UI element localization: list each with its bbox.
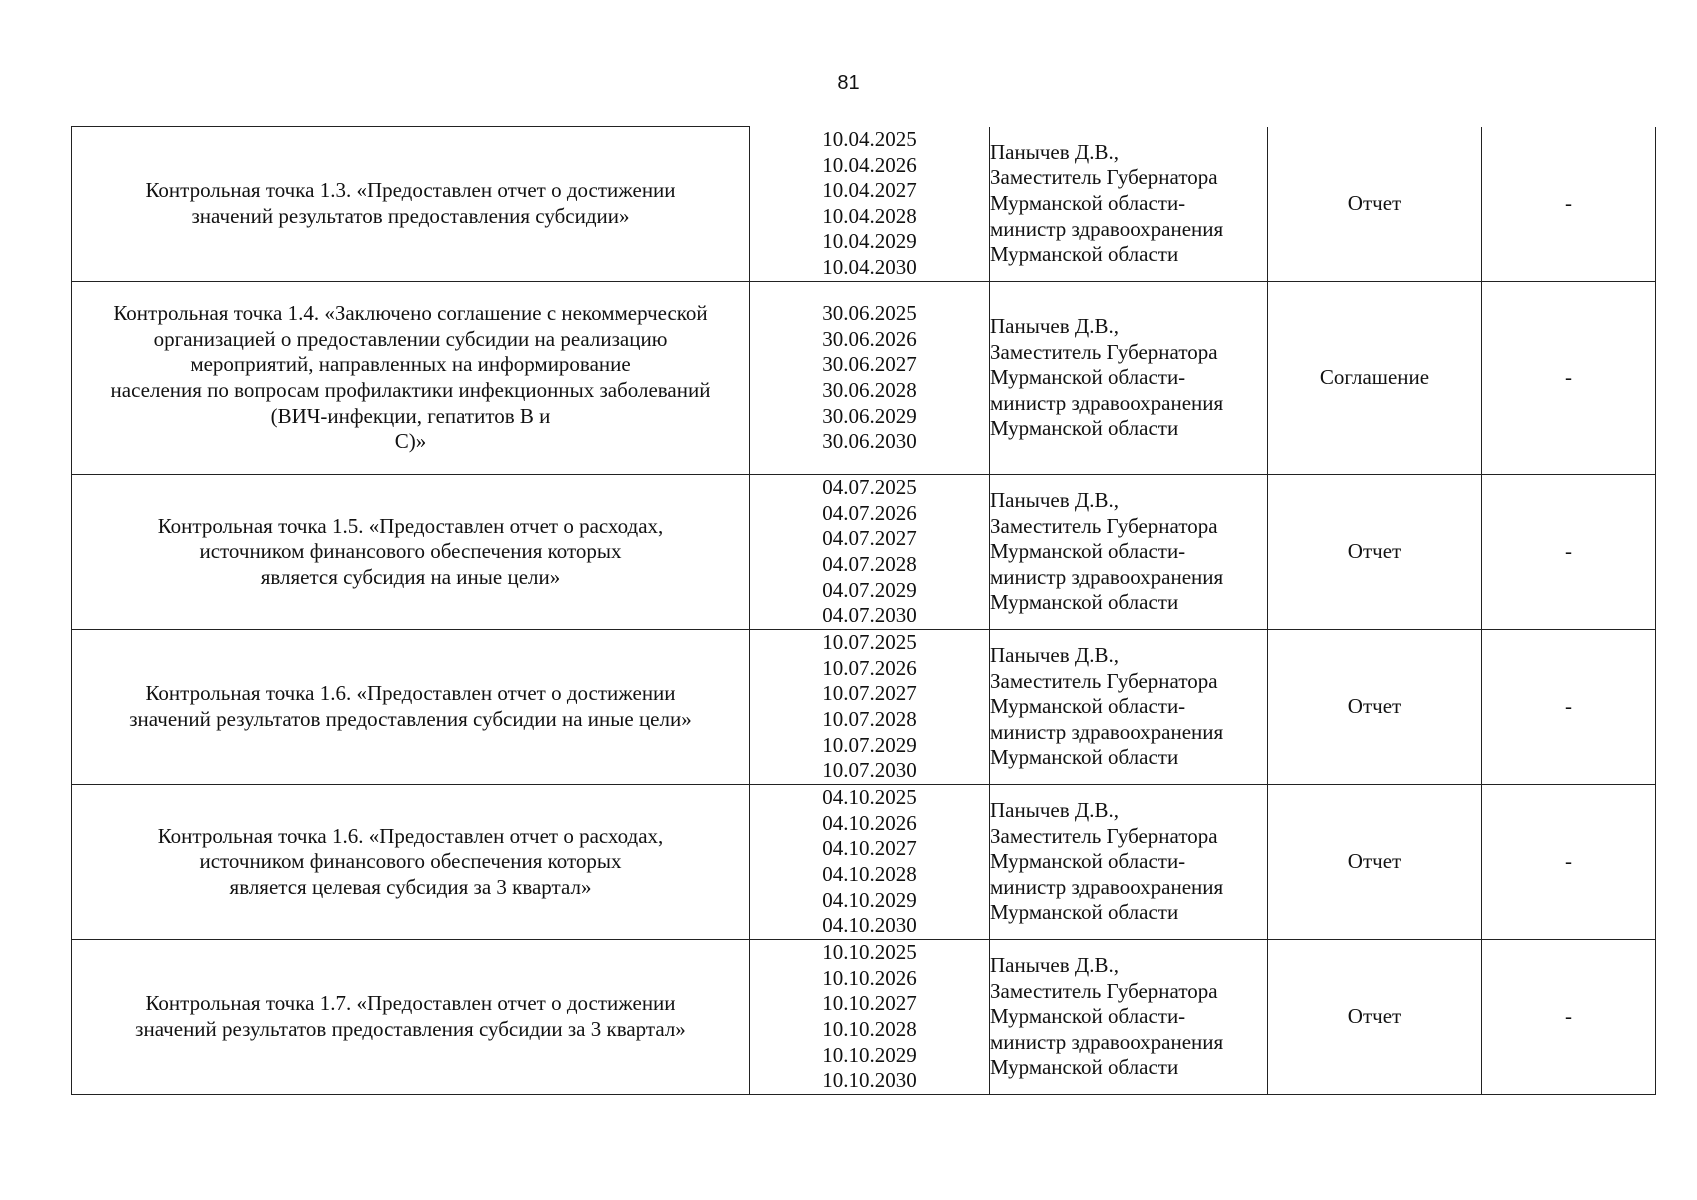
document-type: Соглашение xyxy=(1268,282,1482,475)
note-cell: - xyxy=(1482,127,1656,282)
deadline-date: 04.07.2028 xyxy=(822,552,917,576)
description-line: значений результатов предоставления субсидии» xyxy=(191,204,630,228)
responsible-line: Заместитель Губернатора xyxy=(990,513,1218,538)
deadline-date: 04.07.2027 xyxy=(822,526,917,551)
deadline-date: 10.10.2029 xyxy=(822,1042,917,1067)
description-line: C)» xyxy=(394,429,427,454)
responsible-line: Панычев Д.В., xyxy=(990,314,1119,339)
deadline-date: 30.06.2026 xyxy=(822,326,917,351)
description-line: Контрольная точка 1.6. «Предоставлен отчет о достижении xyxy=(145,681,676,706)
deadline-date: 04.10.2028 xyxy=(822,862,917,886)
deadline-date: 30.06.2025 xyxy=(822,301,917,326)
deadline-date: 04.10.2029 xyxy=(822,887,917,912)
responsible-person xyxy=(990,630,1268,785)
responsible-line: Панычев Д.В., xyxy=(990,488,1119,513)
note-cell: - xyxy=(1482,475,1656,630)
description-line: Контрольная точка 1.3. «Предоставлен отчет о достижении xyxy=(145,178,676,203)
deadline-date: 04.07.2025 xyxy=(822,475,917,500)
deadline-date: 10.07.2028 xyxy=(822,707,917,731)
document-type: Отчет xyxy=(1268,785,1482,940)
document-type: Отчет xyxy=(1268,630,1482,785)
responsible-line: Мурманской области xyxy=(990,590,1179,615)
description-line: значений результатов предоставления субсидии на иные цели» xyxy=(129,707,692,731)
deadline-date: 10.10.2028 xyxy=(822,1017,917,1041)
responsible-line: министр здравоохранения xyxy=(990,874,1224,899)
deadline-date: 10.07.2026 xyxy=(822,655,917,680)
description-line: является субсидия на иные цели» xyxy=(260,564,561,589)
responsible-line: Мурманской области xyxy=(990,1055,1179,1080)
deadline-date: 10.04.2029 xyxy=(822,229,917,254)
deadline-date: 10.07.2025 xyxy=(822,630,917,655)
deadline-date: 10.07.2030 xyxy=(822,758,917,783)
responsible-line: Мурманской области- xyxy=(990,190,1186,215)
responsible-line: Заместитель Губернатора xyxy=(990,339,1218,364)
responsible-line: Мурманской области xyxy=(990,416,1179,441)
description-line: Контрольная точка 1.5. «Предоставлен отчет о расходах, xyxy=(157,513,664,538)
deadline-date: 10.07.2029 xyxy=(822,732,917,757)
responsible-line: Заместитель Губернатора xyxy=(990,823,1218,848)
deadline-date: 04.10.2027 xyxy=(822,836,917,861)
deadline-date: 10.04.2026 xyxy=(822,152,917,177)
responsible-line: Заместитель Губернатора xyxy=(990,668,1218,693)
description-line: источником финансового обеспечения которых xyxy=(199,539,622,564)
deadline-dates xyxy=(750,475,990,630)
deadline-date: 10.07.2027 xyxy=(822,681,917,706)
deadline-dates xyxy=(750,630,990,785)
table-row xyxy=(72,940,1656,1095)
table-row xyxy=(72,127,1656,282)
deadline-date: 04.07.2029 xyxy=(822,577,917,602)
deadline-dates xyxy=(750,127,990,282)
document-type: Отчет xyxy=(1268,475,1482,630)
deadline-date: 30.06.2030 xyxy=(822,429,917,454)
deadline-date: 30.06.2028 xyxy=(822,378,917,402)
table-body xyxy=(72,127,1656,1095)
deadline-date: 04.10.2030 xyxy=(822,913,917,938)
description-line: Контрольная точка 1.7. «Предоставлен отчет о достижении xyxy=(145,991,676,1016)
control-point-description xyxy=(72,127,750,282)
responsible-line: Мурманской области- xyxy=(990,849,1186,874)
control-points-table xyxy=(71,126,1656,1095)
responsible-line: Мурманской области xyxy=(990,242,1179,267)
deadline-date: 10.10.2026 xyxy=(822,965,917,990)
responsible-line: Мурманской области- xyxy=(990,694,1186,719)
responsible-person xyxy=(990,127,1268,282)
description-line: значений результатов предоставления субсидии за 3 квартал» xyxy=(135,1017,686,1041)
deadline-date: 10.04.2027 xyxy=(822,178,917,203)
description-line: Контрольная точка 1.6. «Предоставлен отчет о расходах, xyxy=(157,823,664,848)
deadline-date: 04.10.2025 xyxy=(822,785,917,810)
deadline-date: 04.10.2026 xyxy=(822,810,917,835)
description-line: организацией о предоставлении субсидии на реализацию xyxy=(153,326,668,351)
control-point-description xyxy=(72,282,750,475)
note-cell: - xyxy=(1482,785,1656,940)
responsible-line: Панычев Д.В., xyxy=(990,953,1119,978)
deadline-dates xyxy=(750,940,990,1095)
deadline-dates xyxy=(750,282,990,475)
note-cell: - xyxy=(1482,282,1656,475)
note-cell: - xyxy=(1482,630,1656,785)
responsible-person xyxy=(990,785,1268,940)
description-line: населения по вопросам профилактики инфекционных заболеваний xyxy=(110,378,711,402)
deadline-date: 30.06.2027 xyxy=(822,352,917,377)
responsible-line: Заместитель Губернатора xyxy=(990,978,1218,1003)
description-line: является целевая субсидия за 3 квартал» xyxy=(229,874,592,899)
deadline-date: 10.04.2028 xyxy=(822,203,917,228)
responsible-line: Панычев Д.В., xyxy=(990,643,1119,668)
page-number: 81 xyxy=(837,72,860,94)
table-row xyxy=(72,475,1656,630)
responsible-line: министр здравоохранения xyxy=(990,216,1224,241)
responsible-line: Мурманской области xyxy=(990,900,1179,925)
description-line: Контрольная точка 1.4. «Заключено соглашение с некоммерческой xyxy=(113,301,708,326)
description-line: источником финансового обеспечения которых xyxy=(199,849,622,874)
table-row xyxy=(72,785,1656,940)
deadline-date: 10.10.2025 xyxy=(822,940,917,965)
note-cell: - xyxy=(1482,940,1656,1095)
deadline-date: 10.04.2030 xyxy=(822,254,917,279)
deadline-dates xyxy=(750,785,990,940)
responsible-person xyxy=(990,475,1268,630)
responsible-line: министр здравоохранения xyxy=(990,390,1224,415)
responsible-line: Мурманской области- xyxy=(990,1004,1186,1029)
responsible-line: министр здравоохранения xyxy=(990,719,1224,744)
document-type: Отчет xyxy=(1268,127,1482,282)
responsible-line: Панычев Д.В., xyxy=(990,798,1119,823)
description-line: мероприятий, направленных на информирование xyxy=(190,352,631,377)
control-point-description xyxy=(72,475,750,630)
control-point-description xyxy=(72,630,750,785)
deadline-date: 10.04.2025 xyxy=(822,126,917,151)
responsible-line: Панычев Д.В., xyxy=(990,139,1119,164)
deadline-date: 30.06.2029 xyxy=(822,403,917,428)
responsible-person xyxy=(990,282,1268,475)
deadline-date: 10.10.2027 xyxy=(822,991,917,1016)
responsible-line: Мурманской области- xyxy=(990,539,1186,564)
control-point-description xyxy=(72,940,750,1095)
responsible-line: Мурманской области- xyxy=(990,365,1186,390)
table-row xyxy=(72,630,1656,785)
description-line: (ВИЧ-инфекции, гепатитов B и xyxy=(270,403,551,428)
deadline-date: 04.07.2026 xyxy=(822,500,917,525)
document-type: Отчет xyxy=(1268,940,1482,1095)
responsible-line: Мурманской области xyxy=(990,745,1179,770)
table-row xyxy=(72,282,1656,475)
control-point-description xyxy=(72,785,750,940)
responsible-line: министр здравоохранения xyxy=(990,564,1224,589)
deadline-date: 10.10.2030 xyxy=(822,1068,917,1093)
deadline-date: 04.07.2030 xyxy=(822,603,917,628)
responsible-line: Заместитель Губернатора xyxy=(990,165,1218,190)
responsible-line: министр здравоохранения xyxy=(990,1029,1224,1054)
responsible-person xyxy=(990,940,1268,1095)
